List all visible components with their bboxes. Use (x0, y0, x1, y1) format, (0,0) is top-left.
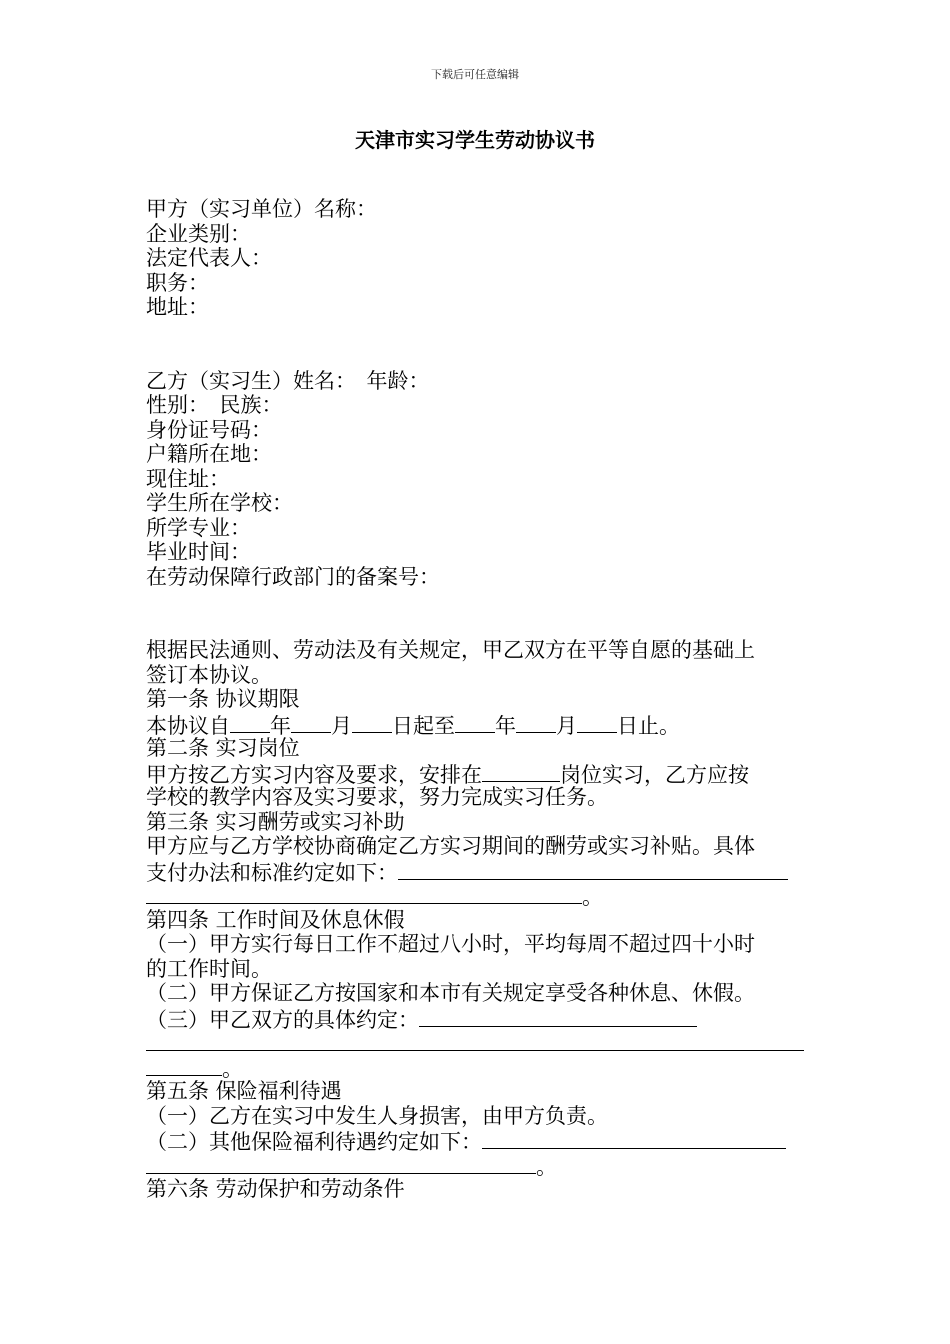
party-b-hukou: 户籍所在地： (146, 442, 272, 466)
text: （三）甲乙双方的具体约定： (146, 1007, 419, 1032)
text: 日止。 (617, 713, 680, 738)
text: 本协议自 (146, 713, 230, 738)
article-4-item-2: （二）甲方保证乙方按国家和本市有关规定享受各种休息、休假。 (146, 981, 755, 1005)
article-6-heading: 第六条 劳动保护和劳动条件 (146, 1177, 405, 1201)
intro-line-2: 签订本协议。 (146, 662, 272, 687)
text: 支付办法和标准约定如下： (146, 860, 398, 885)
party-b-id-number: 身份证号码： (146, 417, 272, 442)
party-a-category: 企业类别： (146, 221, 251, 246)
text: 月 (331, 713, 352, 738)
party-b-name-age: 乙方（实习生）姓名： 年龄： (146, 368, 430, 393)
blank-agreement-end[interactable] (146, 1055, 222, 1076)
text: 年 (270, 713, 291, 738)
party-b-record-no: 在劳动保障行政部门的备案号： (146, 564, 440, 589)
text: （二）其他保险福利待遇约定如下： (146, 1130, 482, 1154)
article-4-blank-line (146, 1030, 806, 1055)
blank-year[interactable] (230, 712, 270, 733)
document-body (146, 197, 806, 1202)
article-1-heading: 第一条 协议期限 (146, 687, 300, 711)
blank-year[interactable] (455, 712, 495, 733)
blank-payment-terms[interactable] (398, 859, 788, 880)
blank-day[interactable] (352, 712, 392, 733)
article-3-heading: 第三条 实习酬劳或实习补助 (146, 809, 405, 834)
party-a-name: 甲方（实习单位）名称： (146, 197, 377, 221)
article-5-item-2 (146, 1128, 806, 1153)
blank-month[interactable] (516, 712, 556, 733)
text: 日起至 (392, 713, 455, 738)
article-5-heading: 第五条 保险福利待遇 (146, 1079, 342, 1103)
article-3-line-2 (146, 859, 806, 884)
article-4-heading: 第四条 工作时间及休息休假 (146, 907, 405, 932)
blank-benefits[interactable] (482, 1128, 786, 1149)
blank-day[interactable] (577, 712, 617, 733)
party-b-grad-time: 毕业时间： (146, 540, 251, 564)
document-title: 天津市实习学生劳动协议书 (355, 128, 595, 152)
party-b-major: 所学专业： (146, 515, 251, 540)
article-4-item-1b: 的工作时间。 (146, 956, 272, 981)
blank-benefits-cont[interactable] (146, 1153, 536, 1174)
text: 甲方按乙方实习内容及要求，安排在 (146, 762, 482, 787)
article-5-blank-end (146, 1153, 806, 1178)
party-a-legal-rep: 法定代表人： (146, 246, 272, 270)
text: 。 (582, 885, 603, 909)
blank-position[interactable] (482, 761, 560, 782)
party-b-school: 学生所在学校： (146, 491, 293, 515)
article-3-line-3 (146, 883, 806, 908)
party-b-residence: 现住址： (146, 466, 230, 491)
text: 。 (222, 1056, 243, 1081)
article-1-period (146, 712, 806, 737)
party-b-gender-ethnic: 性别： 民族： (146, 393, 283, 417)
blank-agreement[interactable] (419, 1006, 697, 1027)
text: 年 (495, 713, 516, 738)
article-2-line-2: 学校的教学内容及实习要求，努力完成实习任务。 (146, 785, 608, 809)
header-note: 下载后可任意编辑 (431, 68, 519, 81)
blank-payment-terms-cont[interactable] (146, 883, 582, 904)
party-a-address: 地址： (146, 295, 209, 319)
blank-month[interactable] (291, 712, 331, 733)
party-a-position: 职务： (146, 270, 209, 295)
article-5-item-1: （一）乙方在实习中发生人身损害，由甲方负责。 (146, 1103, 608, 1128)
text: 。 (536, 1154, 557, 1179)
article-2-heading: 第二条 实习岗位 (146, 736, 300, 760)
text: 岗位实习，乙方应按 (560, 762, 749, 787)
blank-agreement-cont[interactable] (146, 1030, 804, 1051)
article-2-line-1 (146, 761, 806, 786)
article-4-item-1a: （一）甲方实行每日工作不超过八小时，平均每周不超过四十小时 (146, 932, 755, 956)
article-3-line-1: 甲方应与乙方学校协商确定乙方实习期间的酬劳或实习补贴。具体 (146, 834, 755, 858)
intro-line-1: 根据民法通则、劳动法及有关规定，甲乙双方在平等自愿的基础上 (146, 638, 755, 662)
article-4-item-3 (146, 1006, 806, 1031)
article-4-blank-end (146, 1055, 806, 1080)
text: 月 (556, 713, 577, 738)
